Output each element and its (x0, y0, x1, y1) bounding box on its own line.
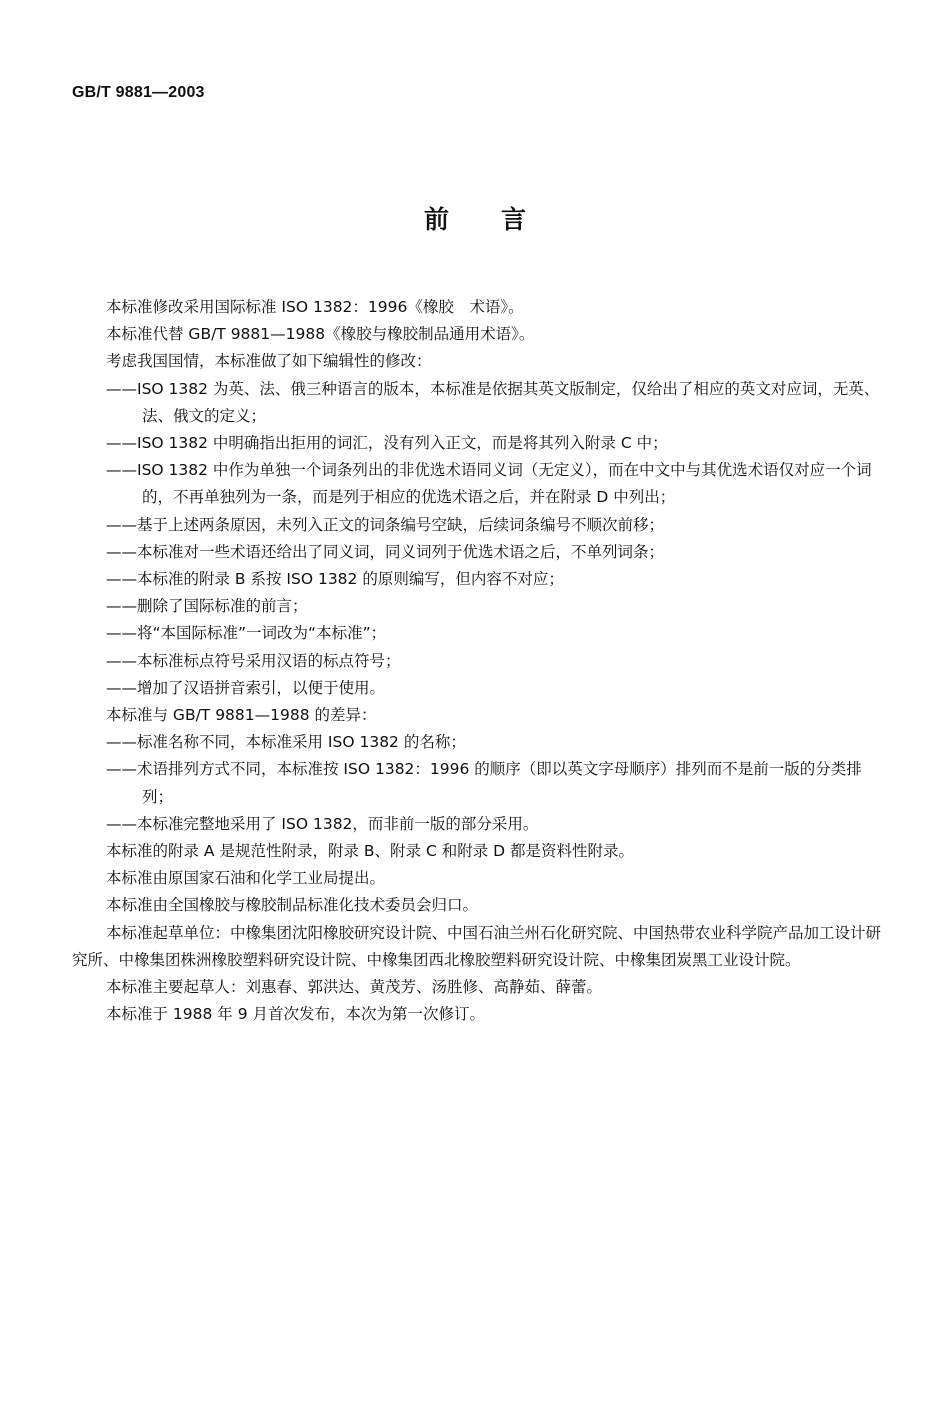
list-item: ——删除了国际标准的前言； (106, 597, 308, 616)
differences-intro-paragraph: 本标准与 GB/T 9881—1988 的差异： (106, 706, 377, 725)
foreword-body (72, 294, 884, 1028)
editorial-intro-paragraph: 考虑我国国情，本标准做了如下编辑性的修改： (106, 352, 432, 371)
list-item: ——本标准标点符号采用汉语的标点符号； (106, 651, 401, 670)
list-item: ——增加了汉语拼音索引，以便于使用。 (106, 678, 386, 697)
list-item: ——术语排列方式不同，本标准按 ISO 1382：1996 的顺序（即以英文字母顺序）排列而不是前一版的分类排列； (106, 760, 862, 806)
list-item: ——ISO 1382 中作为单独一个词条列出的非优选术语同义词（无定义），而在中文中与其优选术语仅对应一个词的，不再单独列为一条，而是列于相应的优选术语之后，并在附录 D 中列出； (106, 461, 872, 507)
list-item: ——本标准对一些术语还给出了同义词，同义词列于优选术语之后，不单列词条； (106, 542, 665, 561)
drafters-paragraph: 本标准主要起草人：刘惠春、郭洪达、黄茂芳、汤胜修、高静茹、薛蕾。 (106, 978, 603, 997)
list-item: ——标准名称不同，本标准采用 ISO 1382 的名称； (106, 733, 466, 752)
adoption-paragraph: 本标准修改采用国际标准 ISO 1382：1996《橡胶 术语》。 (106, 298, 524, 316)
standard-code: GB/T 9881—2003 (72, 84, 205, 101)
list-item: ——本标准完整地采用了 ISO 1382，而非前一版的部分采用。 (106, 814, 539, 833)
list-item: ——ISO 1382 中明确指出拒用的词汇，没有列入正文，而是将其列入附录 C 中； (106, 434, 668, 453)
replacement-paragraph: 本标准代替 GB/T 9881—1988《橡胶与橡胶制品通用术语》。 (106, 325, 535, 344)
annex-paragraph: 本标准的附录 A 是规范性附录，附录 B、附录 C 和附录 D 都是资料性附录。 (106, 842, 634, 861)
drafting-units-paragraph: 本标准起草单位：中橡集团沈阳橡胶研究设计院、中国石油兰州石化研究院、中国热带农业科学院产品加工设计研究所、中橡集团株洲橡胶塑料研究设计院、中橡集团西北橡胶塑料研究设计院、中橡集团炭黑工业设计院。 (72, 923, 882, 969)
list-item: ——将“本国际标准”一词改为“本标准”； (106, 624, 387, 643)
history-paragraph: 本标准于 1988 年 9 月首次发布，本次为第一次修订。 (106, 1005, 486, 1024)
committee-paragraph: 本标准由全国橡胶与橡胶制品标准化技术委员会归口。 (106, 896, 479, 915)
list-item: ——本标准的附录 B 系按 ISO 1382 的原则编写，但内容不对应； (106, 570, 564, 589)
list-item: ——ISO 1382 为英、法、俄三种语言的版本，本标准是依据其英文版制定，仅给出了相应的英文对应词，无英、法、俄文的定义； (106, 379, 880, 425)
proposer-paragraph: 本标准由原国家石油和化学工业局提出。 (106, 869, 386, 888)
list-item: ——基于上述两条原因，未列入正文的词条编号空缺，后续词条编号不顺次前移； (106, 515, 665, 534)
page-title: 前言 (423, 205, 578, 234)
